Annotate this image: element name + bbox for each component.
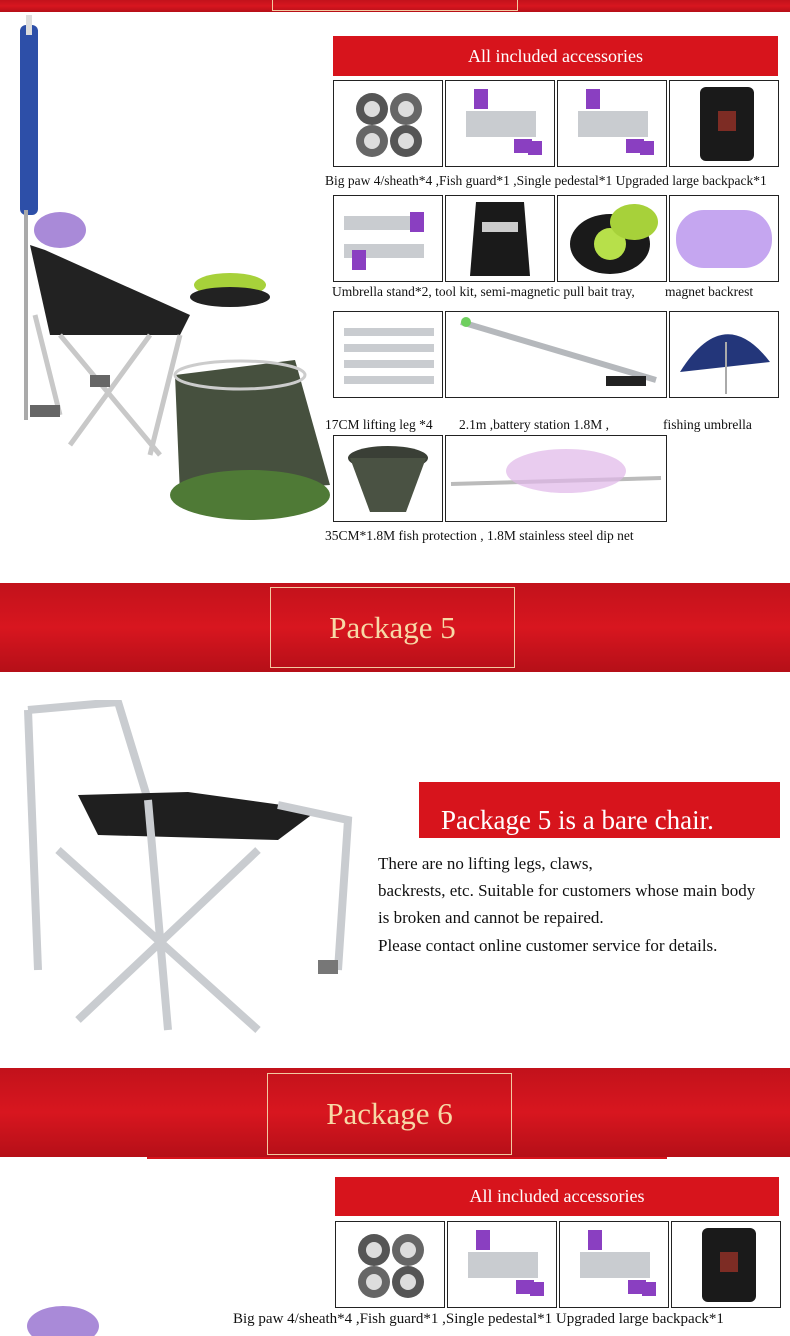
row2-caption-b: magnet backrest: [665, 284, 754, 299]
lifting-leg-tile: [333, 311, 443, 398]
bare-chair-image: [18, 700, 358, 1040]
bait-tray-tile: [557, 195, 667, 282]
row1-caption: Big paw 4/sheath*4 ,Fish guard*1 ,Single pedestal*1 Upgraded large backpack*1: [325, 173, 767, 188]
row3-caption-c: fishing umbrella: [663, 417, 752, 432]
backpack-tile: [669, 80, 779, 167]
p6-single-pedestal-tile: [559, 1221, 669, 1308]
row4-caption: 35CM*1.8M fish protection , 1.8M stainless steel dip net: [325, 528, 634, 543]
package5-desc-line-1: There are no lifting legs, claws,: [378, 854, 593, 873]
fish-guard-tile: [445, 80, 555, 167]
big-paw-tile: [333, 80, 443, 167]
package6-underline: [147, 1157, 667, 1159]
row3-caption-b: 2.1m ,battery station 1.8M ,: [459, 417, 609, 432]
package5-desc-line-3: is broken and cannot be repaired.: [378, 908, 604, 927]
package4-accessories-title: All included accessories: [333, 36, 778, 76]
package5-title: Package 5: [270, 587, 515, 668]
row3-caption-a: 17CM lifting leg *4: [325, 417, 433, 432]
single-pedestal-tile: [557, 80, 667, 167]
umbrella-stand-tile: [333, 195, 443, 282]
package5-desc-line-2: backrests, etc. Suitable for customers whose main body: [378, 881, 756, 900]
fish-protection-tile: [333, 435, 443, 522]
package5-desc-line-4: Please contact online customer service for details.: [378, 936, 718, 955]
fishing-umbrella-tile: [669, 311, 779, 398]
package4-product-image: [0, 15, 330, 560]
package6-accessories-title: All included accessories: [335, 1177, 779, 1216]
p6-fish-guard-tile: [447, 1221, 557, 1308]
tool-kit-tile: [445, 195, 555, 282]
package5-subtitle: Package 5 is a bare chair.: [419, 782, 780, 838]
row2-caption-a: Umbrella stand*2, tool kit, semi-magnetic pull bait tray,: [332, 284, 635, 299]
purple-backrest: [34, 212, 86, 248]
battery-station-tile: [445, 311, 667, 398]
package6-title: Package 6: [267, 1073, 512, 1155]
p6-backrest-image: [25, 1302, 105, 1336]
magnet-backrest-tile: [669, 195, 779, 282]
p6-row1-caption: Big paw 4/sheath*4 ,Fish guard*1 ,Single pedestal*1 Upgraded large backpack*1: [233, 1311, 724, 1327]
top-package-box: [272, 0, 518, 11]
dip-net-tile: [445, 435, 667, 522]
p6-backpack-tile: [671, 1221, 781, 1308]
p6-big-paw-tile: [335, 1221, 445, 1308]
folded-umbrella: [20, 25, 38, 215]
